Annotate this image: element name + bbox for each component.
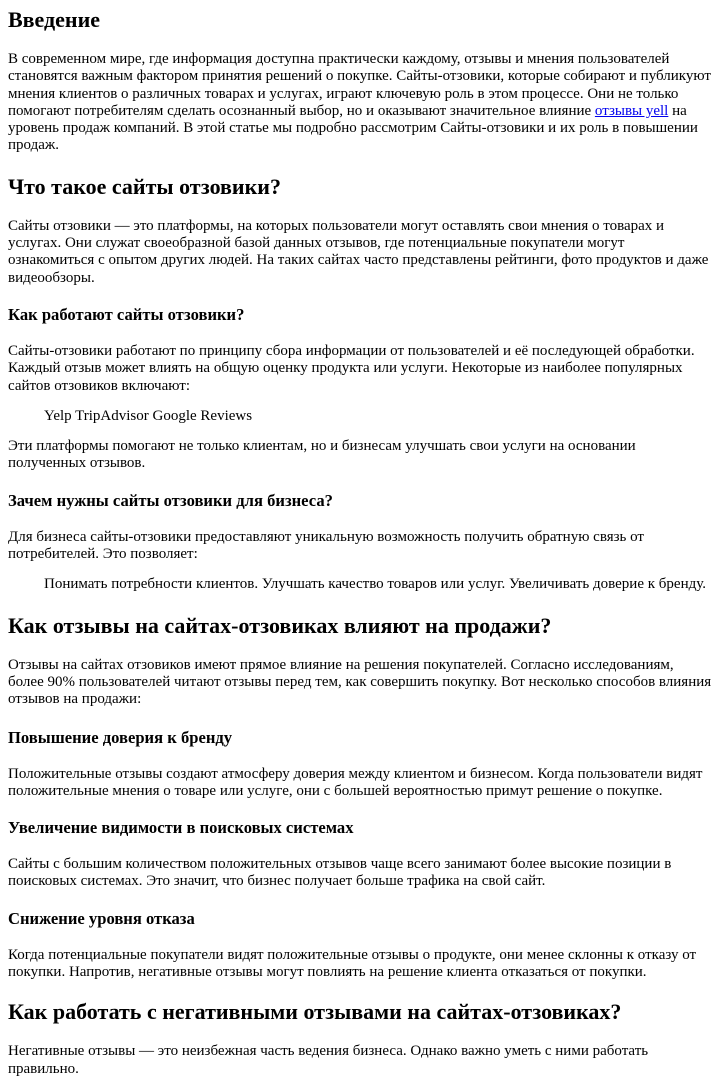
review-sites-list: Yelp TripAdvisor Google Reviews xyxy=(44,407,253,424)
benefits-list: Понимать потребности клиентов. Улучшать качество товаров или услуг. Увеличивать доверие к бренду. xyxy=(44,576,706,593)
what-heading: Что такое сайты отзовики? xyxy=(8,173,281,199)
bounce-heading: Снижение уровня отказа xyxy=(8,908,195,928)
sales-heading: Как отзывы на сайтах-отзовиках влияют на продажи? xyxy=(8,612,552,638)
negative-heading: Как работать с негативными отзывами на сайтах-отзовиках? xyxy=(8,999,622,1025)
reviews-yell-link[interactable]: отзывы yell xyxy=(594,102,669,119)
how-heading: Как работают сайты отзовики? xyxy=(8,304,245,324)
platforms-paragraph: Эти платформы помогают не только клиентам, но и бизнесам улучшать свои услуги на основании полученных отзывов. xyxy=(8,438,636,472)
intro-text-after-link: на уровень продаж компаний. В этой статье мы подробно рассмотрим Сайты-отзовики и их роль в повышении продаж. xyxy=(8,102,698,154)
article xyxy=(0,7,720,1078)
trust-paragraph: Положительные отзывы создают атмосферу доверия между клиентом и бизнесом. Когда пользователи видят положительные мнения о товаре или услуге, они с большей вероятностью примут решение о покупке. xyxy=(8,765,703,799)
how-paragraph: Сайты-отзовики работают по принципу сбора информации от пользователей и её последующей обработки. Каждый отзыв может влиять на общую оценку продукта или услуги. Некоторые из наиболее популярных сайтов отзовиков включают: xyxy=(8,342,695,394)
bounce-paragraph: Когда потенциальные покупатели видят положительные отзывы о продукте, они менее склонны к отказу от покупки. Напротив, негативные отзывы могут повлиять на решение клиента отказаться от покупки. xyxy=(8,946,697,981)
visibility-paragraph: Сайты с большим количеством положительных отзывов чаще всего занимают более высокие позиции в поисковых системах. Это значит, что бизнес получает больше трафика на свой сайт. xyxy=(8,856,672,890)
what-paragraph: Сайты отзовики — это платформы, на которых пользователи могут оставлять свои мнения о товарах и услугах. Они служат своеобразной базой данных отзывов, где потенциальные покупатели могут ознакомиться с опытом других людей. На таких сайтах часто представлены рейтинги, фото продуктов и даже видеообзоры. xyxy=(8,217,709,286)
why-paragraph: Для бизнеса сайты-отзовики предоставляют уникальную возможность получить обратную связь от потребителей. Это позволяет: xyxy=(8,528,644,563)
negative-paragraph: Негативные отзывы — это неизбежная часть ведения бизнеса. Однако важно уметь с ними работать правильно. xyxy=(8,1043,649,1077)
sales-paragraph: Отзывы на сайтах отзовиков имеют прямое влияние на решения покупателей. Согласно исследованиям, более 90% пользователей читают отзывы перед тем, как совершить покупку. Вот несколько способов влияния отзывов на продажи: xyxy=(8,656,712,708)
visibility-heading: Увеличение видимости в поисковых системах xyxy=(8,818,354,838)
trust-heading: Повышение доверия к бренду xyxy=(8,727,233,747)
intro-paragraph xyxy=(8,51,712,155)
intro-text-before-link: В современном мире, где информация доступна практически каждому, отзывы и мнения пользователей становятся важным фактором принятия решений о покупке. Сайты-отзовики, которые собирают и публикуют мнения клиентов о различных товарах и услугах, играют ключевую роль в этом процессе. Они не только помогают потребителям сделать осознанный выбор, но и оказывают значительное влияние xyxy=(8,51,711,119)
why-heading: Зачем нужны сайты отзовики для бизнеса? xyxy=(8,490,333,510)
intro-heading: Введение xyxy=(8,7,101,32)
